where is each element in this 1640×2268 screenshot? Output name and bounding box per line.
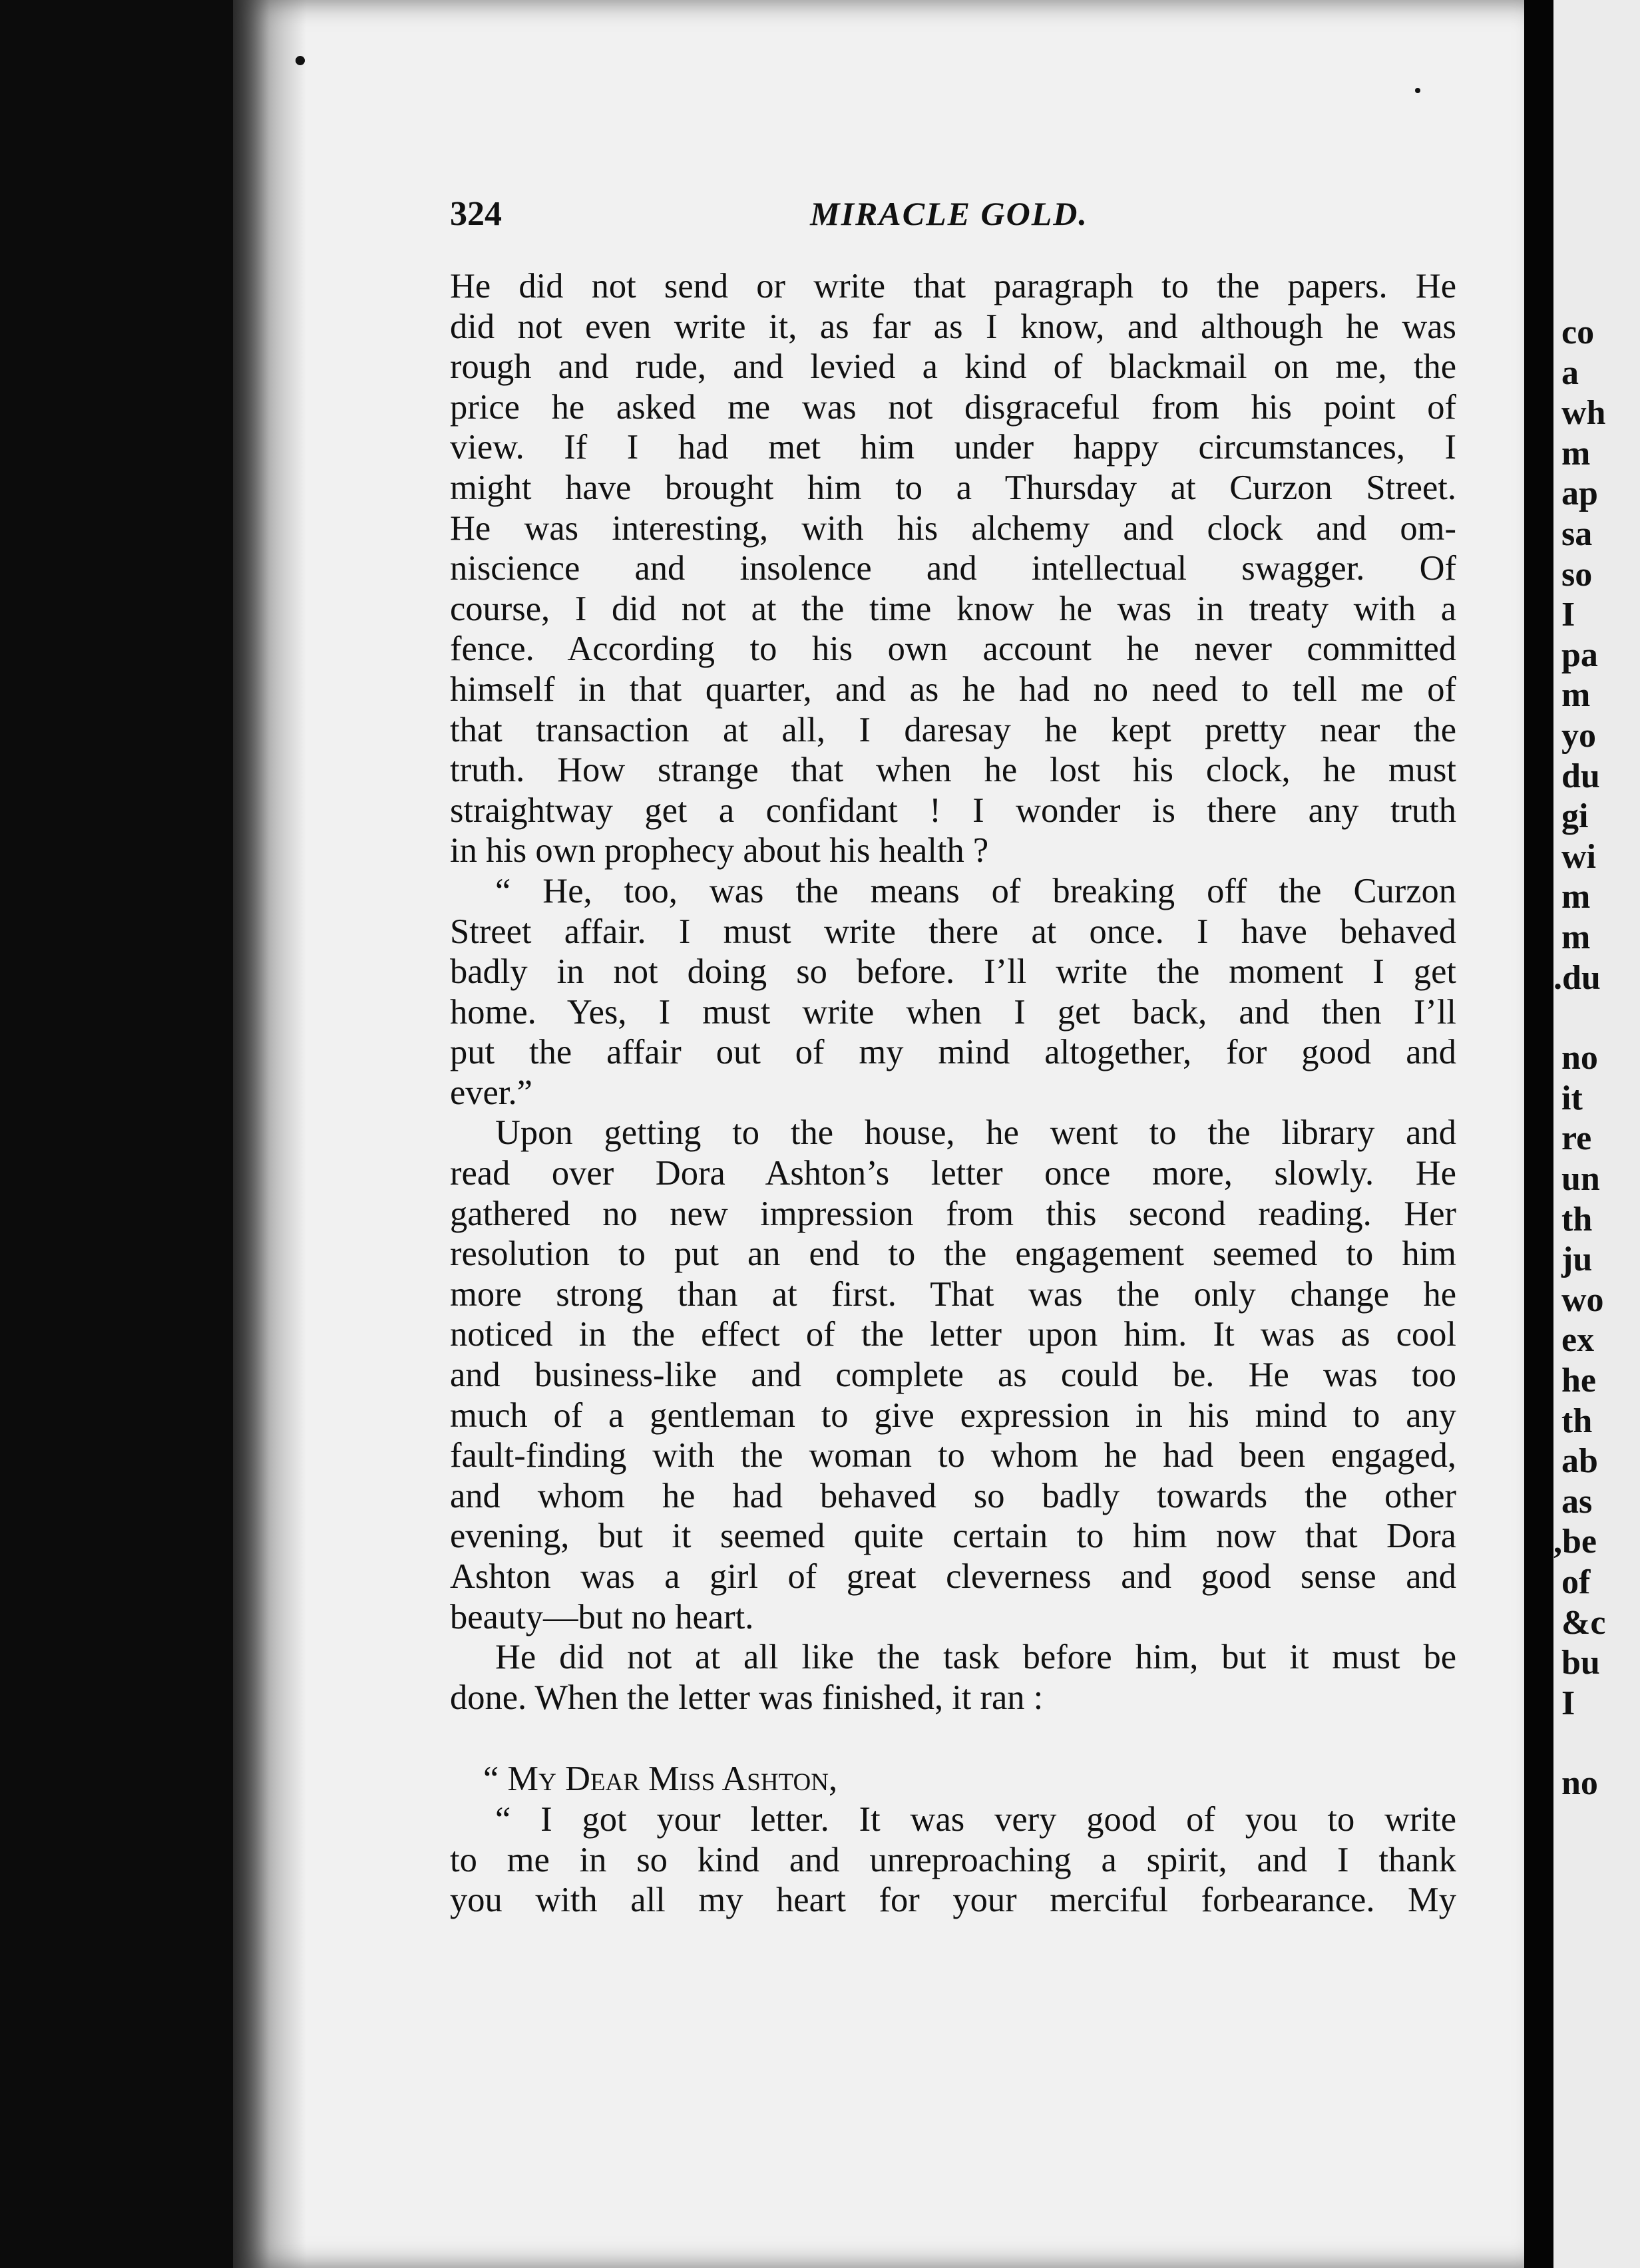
facing-page-text: sa (1561, 515, 1593, 553)
text-line: badly in not doing so before. I’ll write the moment I get (450, 952, 1456, 992)
facing-page-text: ju (1561, 1240, 1593, 1279)
letter-line: to me in so kind and unreproaching a spirit, and I thank (450, 1840, 1456, 1879)
page-header (450, 194, 1448, 245)
text-line: rough and rude, and levied a kind of blackmail on me, the (450, 347, 1456, 387)
facing-page-text: no (1561, 1764, 1598, 1803)
facing-page-text: re (1561, 1119, 1592, 1158)
text-line: He did not at all like the task before him, but it must be (495, 1638, 1456, 1677)
facing-page-text: .du (1553, 958, 1601, 997)
text-line: and whom he had behaved so badly towards the other (450, 1476, 1456, 1515)
facing-page-fragment (1553, 0, 1640, 2268)
facing-page-text: as (1561, 1482, 1593, 1521)
facing-page-text: I (1561, 596, 1575, 634)
facing-page-text: co (1561, 313, 1595, 351)
page-binding-shadow (233, 0, 306, 2268)
text-line: course, I did not at the time know he was in treaty with a (450, 589, 1456, 628)
text-line: fence. According to his own account he never committed (450, 630, 1456, 669)
text-line: He did not send or write that paragraph to the papers. He (450, 267, 1456, 305)
ink-speck (1415, 88, 1420, 93)
letter-line: “ I got your letter. It was very good of you to write (495, 1799, 1456, 1839)
text-line: Upon getting to the house, he went to the library and (495, 1113, 1456, 1153)
facing-page-text: wo (1561, 1280, 1604, 1319)
text-line: gathered no new impression from this second reading. Her (450, 1194, 1456, 1233)
page-number: 324 (450, 195, 502, 233)
text-line: He was interesting, with his alchemy and clock and om- (450, 508, 1456, 548)
text-line: price he asked me was not disgraceful from his point of (450, 387, 1456, 427)
ink-speck (296, 56, 305, 65)
text-line: did not even write it, as far as I know, and although he was (450, 307, 1456, 346)
facing-page-text: du (1561, 757, 1600, 795)
facing-page-text: wh (1561, 394, 1606, 433)
text-line: much of a gentleman to give expression in his mind to any (450, 1396, 1456, 1435)
text-line: beauty—but no heart. (450, 1597, 754, 1636)
facing-page-text: it (1561, 1079, 1583, 1117)
page-gutter (1524, 0, 1553, 2268)
facing-page-text: no (1561, 1039, 1598, 1077)
text-line: ever.” (450, 1073, 532, 1112)
text-line: niscience and insolence and intellectual swagger. Of (450, 549, 1456, 588)
book-edge-dark (0, 0, 233, 2268)
text-line: Street affair. I must write there at once. I have behaved (450, 912, 1456, 951)
text-line: himself in that quarter, and as he had no need to tell me of (450, 669, 1456, 709)
text-line: truth. How strange that when he lost his clock, he must (450, 751, 1456, 790)
facing-page-text: un (1561, 1160, 1600, 1198)
facing-page-text: gi (1561, 797, 1589, 836)
facing-page-text: ap (1561, 474, 1598, 513)
facing-page-text: so (1561, 555, 1593, 594)
facing-page-text: I (1561, 1684, 1575, 1722)
facing-page-text: of (1561, 1563, 1591, 1601)
text-line: and business-like and complete as could be. He was too (450, 1356, 1456, 1395)
facing-page-text: &c (1561, 1603, 1606, 1642)
facing-page-text: yo (1561, 717, 1596, 755)
text-line: in his own prophecy about his health ? (450, 831, 989, 870)
text-line: read over Dora Ashton’s letter once more, slowly. He (450, 1154, 1456, 1193)
text-line: straightway get a confidant ! I wonder is there any truth (450, 791, 1456, 830)
text-line: evening, but it seemed quite certain to him now that Dora (450, 1517, 1456, 1556)
text-line: home. Yes, I must write when I get back, and then I’ll (450, 992, 1456, 1032)
facing-page-text: th (1561, 1200, 1593, 1238)
facing-page-text: wi (1561, 837, 1596, 876)
body-text (450, 266, 1456, 1921)
facing-page-text: pa (1561, 636, 1598, 674)
text-line: resolution to put an end to the engagement seemed to him (450, 1234, 1456, 1274)
text-line: “ He, too, was the means of breaking off the Curzon (495, 871, 1456, 910)
text-line: that transaction at all, I daresay he kept pretty near the (450, 710, 1456, 749)
text-line: Ashton was a girl of great cleverness and good sense and (450, 1557, 1456, 1596)
facing-page-text: m (1561, 918, 1591, 956)
facing-page-text: ab (1561, 1442, 1598, 1481)
facing-page-text: he (1561, 1362, 1596, 1400)
facing-page-text: ,be (1553, 1523, 1597, 1561)
facing-page-text: m (1561, 434, 1591, 472)
facing-page-text: m (1561, 878, 1591, 916)
facing-page-text: ex (1561, 1321, 1595, 1360)
facing-page-text: a (1561, 353, 1579, 392)
running-title: MIRACLE GOLD. (810, 195, 1088, 232)
text-line: put the affair out of my mind altogether, for good and (450, 1033, 1456, 1072)
text-line: fault-finding with the woman to whom he had been engaged, (450, 1436, 1456, 1475)
letter-line: you with all my heart for your merciful forbearance. My (450, 1881, 1456, 1920)
text-line: might have brought him to a Thursday at Curzon Street. (450, 468, 1456, 507)
letter-salutation: “ My Dear Miss Ashton, (483, 1760, 838, 1799)
text-line: more strong than at first. That was the only change he (450, 1274, 1456, 1314)
text-line: view. If I had met him under happy circumstances, I (450, 428, 1456, 467)
facing-page-text: bu (1561, 1644, 1600, 1682)
text-line: noticed in the effect of the letter upon him. It was as cool (450, 1315, 1456, 1354)
text-line: done. When the letter was finished, it ran : (450, 1678, 1044, 1717)
facing-page-text: m (1561, 676, 1591, 715)
facing-page-text: th (1561, 1402, 1593, 1440)
